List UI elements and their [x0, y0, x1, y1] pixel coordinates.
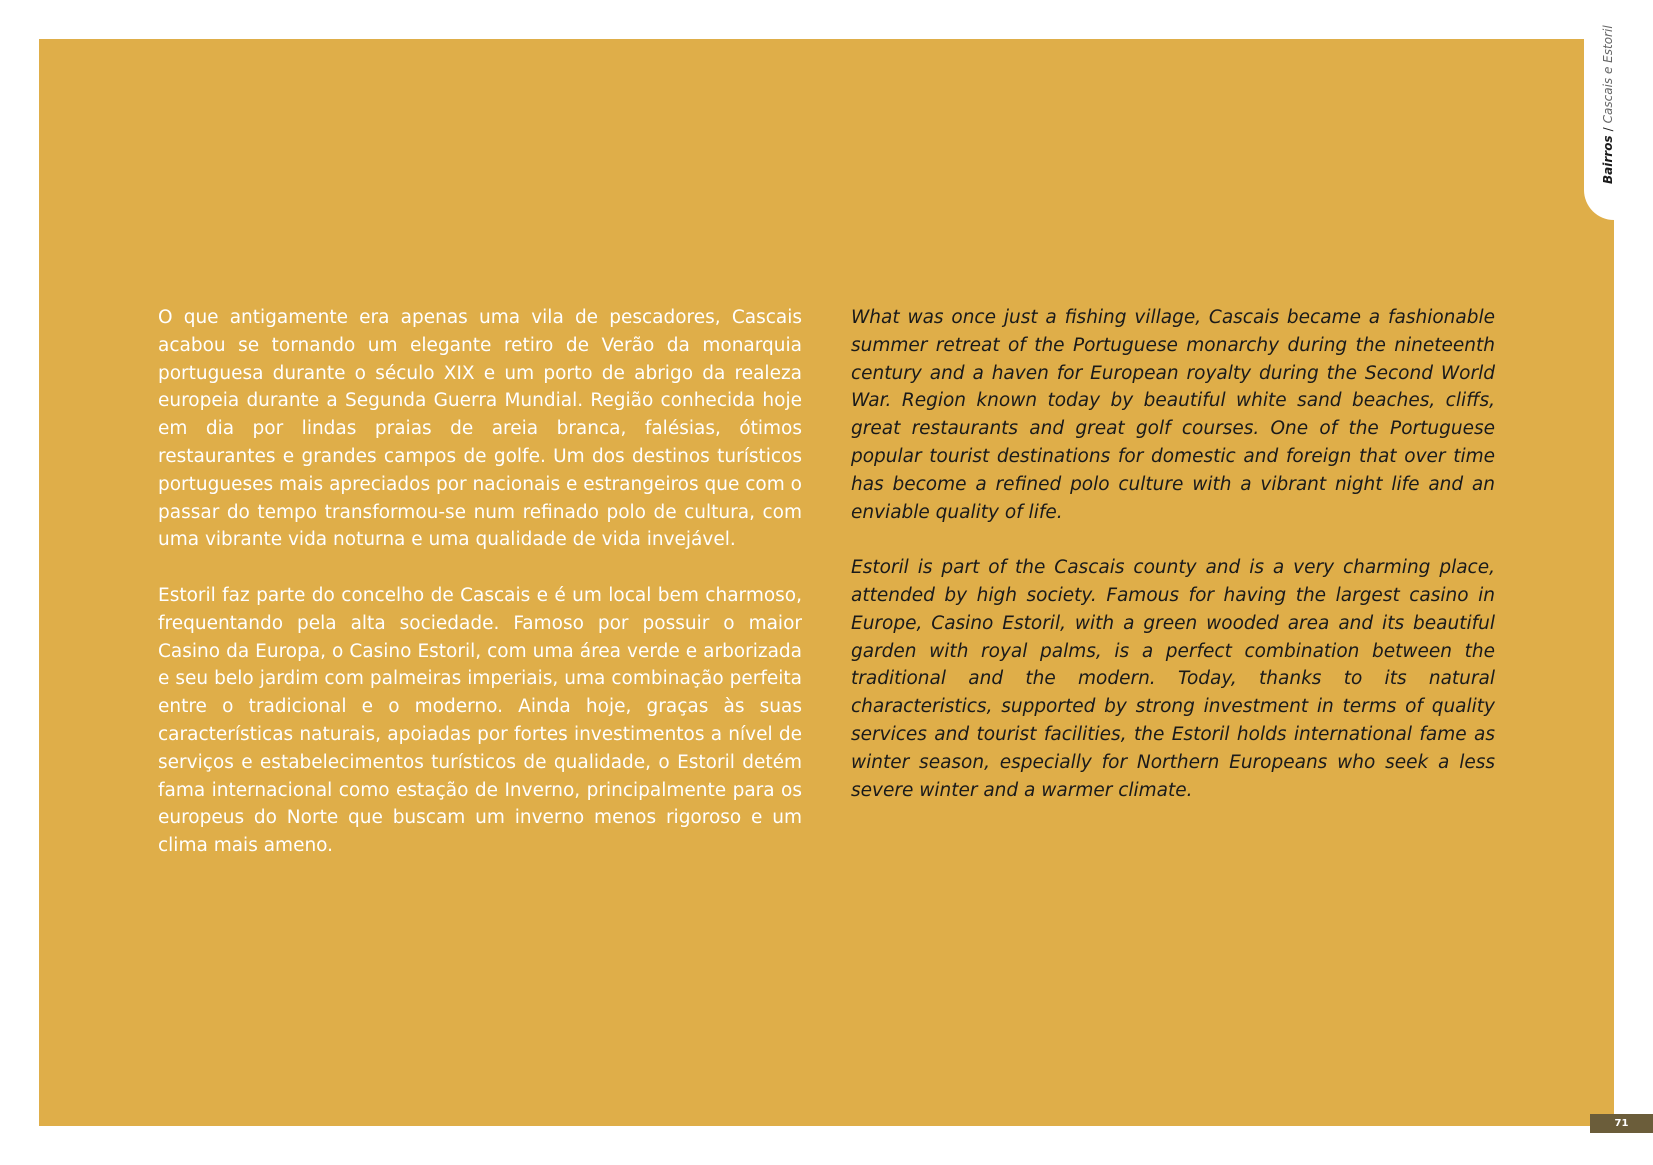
- side-tab-label: [1600, 25, 1616, 184]
- portuguese-paragraph-2: Estoril faz parte do concelho de Cascais e é um local bem charmoso, frequentando pela alta sociedade. Famoso por possuir o maior Casino da Europa, o Casino Estoril, com uma área verde e arborizada e seu belo jardim com palmeiras imperiais, uma combinação perfeita entre o tradicional e o moderno. Ainda hoje, graças às suas características naturais, apoiadas por fortes investimentos a nível de serviços e estabelecimentos turísticos de qualidade, o Estoril detém fama internacional como estação de Inverno, principalmente para os europeus do Norte que buscam um inverno menos rigoroso e um clima mais ameno.: [158, 584, 802, 857]
- portuguese-paragraph-1: O que antigamente era apenas uma vila de pescadores, Cascais acabou se tornando um elegante retiro de Verão da monarquia portuguesa durante o século XIX e um porto de abrigo da realeza europeia durante a Segunda Guerra Mundial. Região conhecida hoje em dia por lindas praias de areia branca, falésias, ótimos restaurantes e grandes campos de golfe. Um dos destinos turísticos portugueses mais apreciados por nacionais e estrangeiros que com o passar do tempo transformou-se num refinado polo de cultura, com uma vibrante vida noturna e uma qualidade de vida invejável.: [158, 307, 802, 551]
- page-number: 71: [1590, 1114, 1653, 1133]
- portuguese-column: [158, 304, 802, 888]
- english-paragraph-2: Estoril is part of the Cascais county and is a very charming place, attended by high society. Famous for having the largest casino in Europe, Casino Estoril, with a green wooded area and its beautiful garden with royal palms, is a perfect combination between the traditional and the modern. Today, thanks to its natural characteristics, supported by strong investment in terms of quality services and tourist facilities, the Estoril holds international fame as winter season, especially for Northern Europeans who seek a less severe winter and a warmer climate.: [851, 557, 1495, 801]
- english-column: [851, 304, 1495, 832]
- side-tab-location: Cascais e Estoril: [1601, 25, 1615, 124]
- english-paragraph-1: What was once just a fishing village, Cascais became a fashionable summer retreat of the Portuguese monarchy during the nineteenth century and a haven for European royalty during the Second World War. Region known today by beautiful white sand beaches, cliffs, great restaurants and great golf courses. One of the Portuguese popular tourist destinations for domestic and foreign that over time has become a refined polo culture with a vibrant night life and an enviable quality of life.: [851, 307, 1495, 523]
- side-tab-separator: /: [1601, 127, 1615, 132]
- side-tab-section: Bairros: [1601, 135, 1615, 184]
